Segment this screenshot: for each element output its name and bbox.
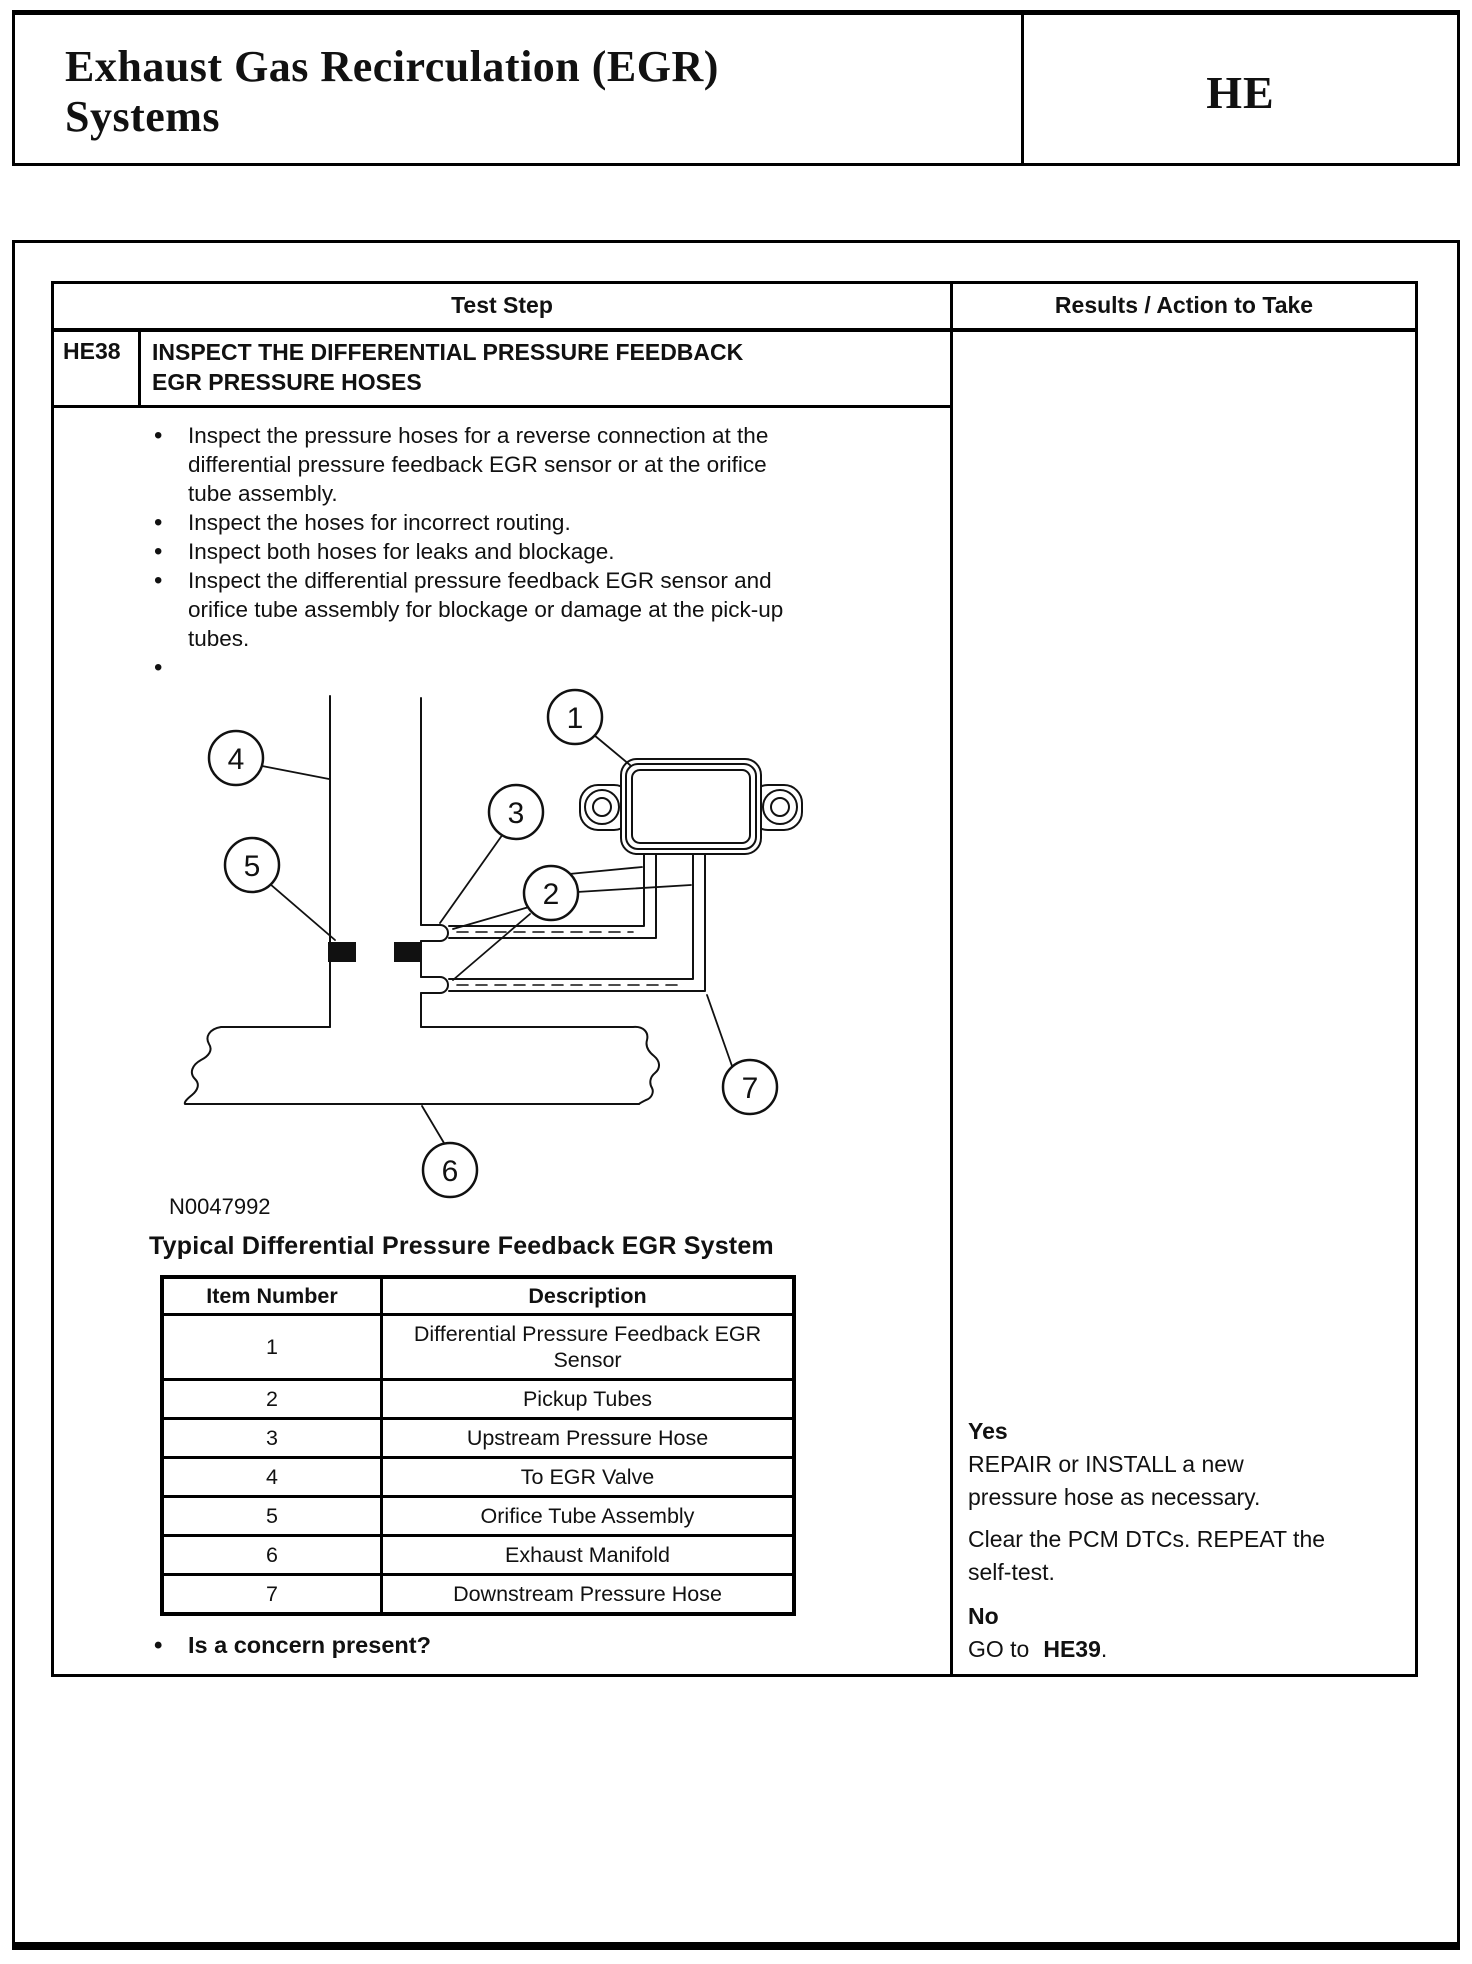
test-step-table: [51, 281, 1418, 1677]
no-action: [968, 1633, 1397, 1666]
yes-action-1-line: pressure hose as necessary.: [968, 1484, 1261, 1510]
svg-text:4: 4: [227, 743, 245, 776]
bullet-dot: [154, 653, 188, 682]
egr-system-diagram: [153, 686, 813, 1226]
step-heading-row: [54, 332, 950, 408]
legend-item-description: Orifice Tube Assembly: [382, 1497, 795, 1536]
no-action-prefix: GO to: [968, 1636, 1030, 1662]
yes-action-2: [968, 1523, 1397, 1589]
egr-tube: [330, 696, 421, 1027]
bullet-text: Inspect the hoses for incorrect routing.: [188, 510, 571, 535]
bullet-dot: [154, 508, 188, 537]
legend-item-description: Pickup Tubes: [382, 1380, 795, 1419]
page-header: [12, 10, 1460, 166]
callout-4: [209, 731, 263, 785]
bullet-dot: [154, 566, 188, 653]
results-cell: [953, 332, 1415, 1674]
yes-action-2-line: Clear the PCM DTCs. REPEAT the: [968, 1526, 1326, 1552]
bullet-item: [154, 421, 816, 508]
legend-row: [162, 1458, 794, 1497]
section-code: HE: [1206, 66, 1275, 118]
legend-item-number: 5: [162, 1497, 382, 1536]
legend-row: [162, 1419, 794, 1458]
legend-item-description: Upstream Pressure Hose: [382, 1419, 795, 1458]
legend-item-number: 1: [162, 1315, 382, 1380]
bullet-dot: [154, 1632, 188, 1660]
step-title-line2: EGR PRESSURE HOSES: [152, 369, 422, 395]
step-id: HE38: [54, 332, 141, 405]
page-header-code-cell: [1024, 15, 1457, 163]
bullet-text: Inspect both hoses for leaks and blockage.: [188, 539, 615, 564]
step-title-line1: INSPECT THE DIFFERENTIAL PRESSURE FEEDBACK: [152, 339, 744, 365]
step-question: [154, 1632, 950, 1660]
page-header-title-cell: [15, 15, 1024, 163]
document-title-line2: Systems: [65, 92, 221, 141]
callout-6: [423, 1143, 477, 1197]
legend-table: [160, 1275, 796, 1616]
legend-item-number: 2: [162, 1380, 382, 1419]
legend-item-number: 4: [162, 1458, 382, 1497]
callout-1: [548, 690, 602, 744]
legend-item-description: Downstream Pressure Hose: [382, 1575, 795, 1615]
instruction-bullet-list: [154, 421, 816, 682]
legend-body: [162, 1315, 794, 1615]
svg-text:1: 1: [566, 702, 584, 735]
yes-label: Yes: [968, 1418, 1008, 1444]
dpfe-sensor: [580, 759, 802, 854]
legend-row: [162, 1380, 794, 1419]
bullet-text: Inspect the pressure hoses for a reverse connection at the differential pressure feedback EGR sensor or at the orifice tube assembly.: [188, 423, 769, 506]
pinpoint-test-frame: [12, 240, 1460, 1950]
yes-action-1-line: REPAIR or INSTALL a new: [968, 1451, 1244, 1477]
exhaust-manifold: [185, 1027, 659, 1104]
legend-row: [162, 1315, 794, 1380]
figure-id-label: N0047992: [169, 1194, 271, 1219]
legend-item-description: To EGR Valve: [382, 1458, 795, 1497]
orifice-blocks: [328, 942, 421, 962]
no-action-suffix: .: [1100, 1636, 1108, 1662]
bullet-item: [154, 508, 816, 537]
legend-row: [162, 1497, 794, 1536]
pressure-hoses: [449, 854, 705, 991]
legend-header-row: [162, 1277, 794, 1315]
legend-header-item-number: Item Number: [162, 1277, 382, 1315]
step-title: [141, 332, 950, 405]
yes-action-2-line: self-test.: [968, 1559, 1055, 1585]
legend-item-description: Exhaust Manifold: [382, 1536, 795, 1575]
bullet-text: [188, 653, 816, 682]
legend-item-description: Differential Pressure Feedback EGR Sensor: [382, 1315, 795, 1380]
column-header-results: Results / Action to Take: [953, 284, 1415, 332]
callout-5: [225, 838, 279, 892]
callout-3: [489, 785, 543, 839]
yes-action-1: [968, 1448, 1397, 1514]
pickup-tube-fittings: [421, 925, 448, 993]
legend-header-description: Description: [382, 1277, 795, 1315]
bullet-item: [154, 653, 816, 682]
callout-2: [524, 866, 578, 920]
column-header-test-step: Test Step: [54, 284, 953, 332]
no-action-step-ref: HE39: [1043, 1636, 1101, 1662]
svg-text:6: 6: [441, 1155, 459, 1188]
document-title: [65, 42, 1021, 142]
bullet-dot: [154, 537, 188, 566]
no-label: No: [968, 1603, 999, 1629]
callout-7: [723, 1060, 777, 1114]
figure-caption: Typical Differential Pressure Feedback EGR System: [149, 1232, 774, 1260]
bullet-text: Inspect the differential pressure feedback EGR sensor and orifice tube assembly for blockage or damage at the pick-up tubes.: [188, 568, 784, 651]
svg-text:3: 3: [507, 797, 525, 830]
legend-item-number: 6: [162, 1536, 382, 1575]
bullet-dot: [154, 421, 188, 508]
svg-text:5: 5: [243, 850, 261, 883]
legend-item-number: 7: [162, 1575, 382, 1615]
document-title-line1: Exhaust Gas Recirculation (EGR): [65, 42, 719, 91]
step-question-text: Is a concern present?: [188, 1632, 431, 1658]
svg-text:7: 7: [741, 1072, 759, 1105]
bullet-item: [154, 537, 816, 566]
bullet-item: [154, 566, 816, 653]
legend-row: [162, 1575, 794, 1615]
svg-text:2: 2: [542, 878, 560, 911]
legend-row: [162, 1536, 794, 1575]
test-step-cell: [54, 332, 953, 1674]
legend-item-number: 3: [162, 1419, 382, 1458]
